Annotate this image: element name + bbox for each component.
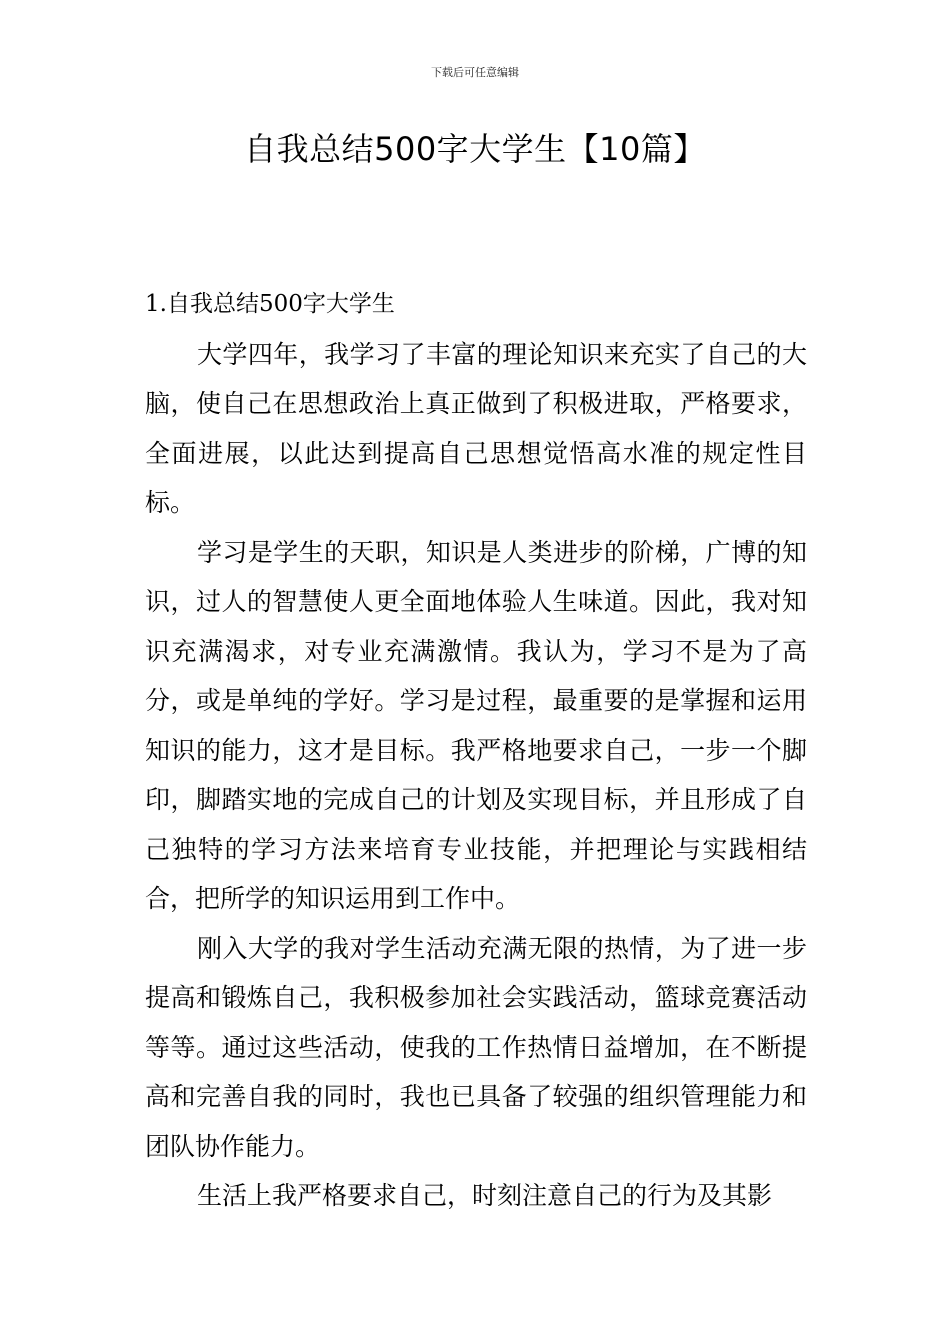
- paragraph: 生活上我严格要求自己，时刻注意自己的行为及其影: [197, 1181, 773, 1210]
- header-note: 下载后可任意编辑: [431, 66, 519, 79]
- section-heading: 1.自我总结500字大学生: [145, 291, 395, 317]
- paragraph: 学习是学生的天职，知识是人类进步的阶梯，广博的知识，过人的智慧使人更全面地体验人生味道。因此，我对知识充满渴求，对专业充满激情。我认为，学习不是为了高分，或是单纯的学好。学习是过程，最重要的是掌握和运用知识的能力，这才是目标。我严格地要求自己，一步一个脚印，脚踏实地的完成自己的计划及实现目标，并且形成了自己独特的学习方法来培育专业技能，并把理论与实践相结合，把所学的知识运用到工作中。: [145, 537, 807, 913]
- paragraph: 刚入大学的我对学生活动充满无限的热情，为了进一步提高和锻炼自己，我积极参加社会实践活动，篮球竞赛活动等等。通过这些活动，使我的工作热情日益增加，在不断提高和完善自我的同时，我也已具备了较强的组织管理能力和团队协作能力。: [145, 933, 807, 1161]
- document-title: 自我总结500字大学生【10篇】: [244, 130, 706, 168]
- paragraph: 大学四年，我学习了丰富的理论知识来充实了自己的大脑，使自己在思想政治上真正做到了积极进取，严格要求，全面进展，以此达到提高自己思想觉悟高水准的规定性目标。: [145, 339, 807, 517]
- document-body: [145, 280, 807, 1221]
